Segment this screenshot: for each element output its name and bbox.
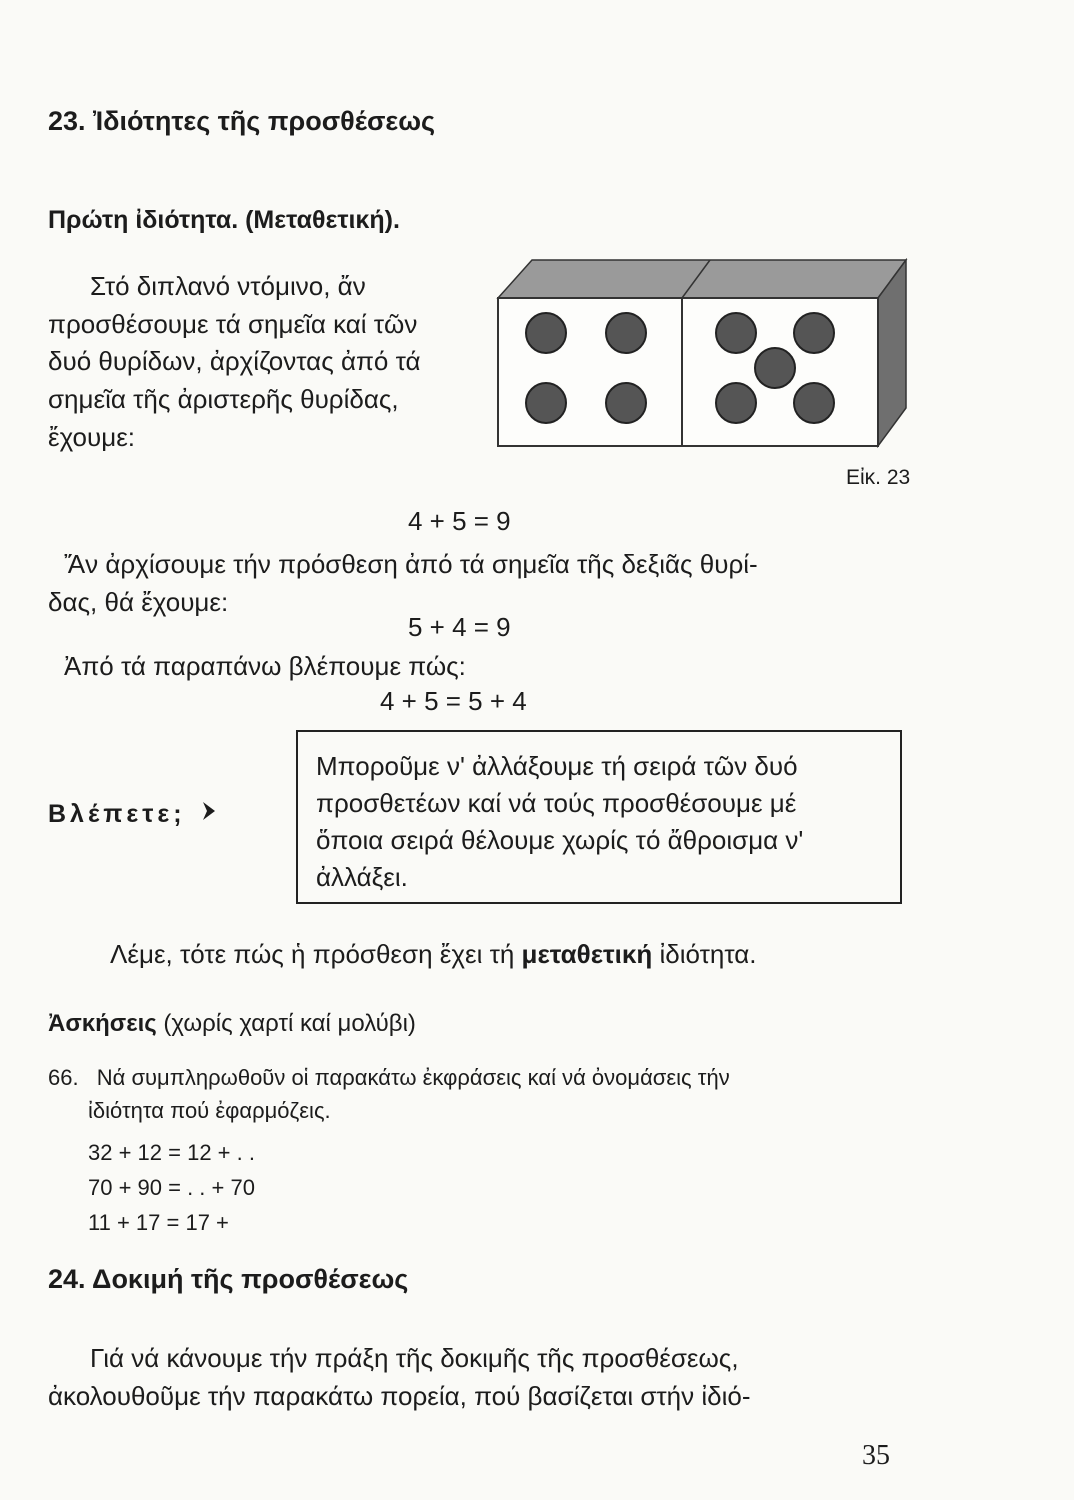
domino-pip	[526, 313, 566, 353]
rule-line: ἀλλάξει.	[316, 861, 408, 892]
paragraph-line: ἀκολουθοῦμε τήν παρακάτω πορεία, πού βασίζεται στήν ἰδιό-	[48, 1380, 751, 1411]
paragraph-line: Γιά νά κάνουμε τήν πράξη τῆς δοκιμῆς τῆς προσθέσεως,	[90, 1343, 739, 1373]
equation-2: 5 + 4 = 9	[408, 612, 511, 642]
domino-pip	[755, 348, 795, 388]
exercises-title-rest: (χωρίς χαρτί καί μολύβι)	[163, 1010, 416, 1037]
exercise-item: 11 + 17 = 17 +	[88, 1210, 229, 1235]
intro-line: σημεῖα τῆς ἀριστερῆς θυρίδας,	[48, 384, 399, 415]
from-above-text: Ἀπό τά παραπάνω βλέπουμε πώς:	[64, 651, 466, 681]
conclusion-suffix: ἰδιότητα.	[659, 939, 757, 969]
intro-line: δυό θυρίδων, ἀρχίζοντας ἀπό τά	[48, 346, 421, 377]
pointer-arrow-icon	[201, 800, 217, 829]
domino-pip	[716, 313, 756, 353]
right-start-paragraph	[48, 546, 758, 621]
see-label-text: Βλέπετε;	[48, 800, 186, 828]
exercise-instruction-cont: ἰδιότητα πού ἐφαρμόζεις.	[88, 1098, 331, 1123]
domino-pip	[794, 383, 834, 423]
domino-pip	[606, 313, 646, 353]
paragraph-line: δας, θά ἔχουμε:	[48, 586, 229, 617]
section24-paragraph	[48, 1340, 751, 1415]
domino-pip	[526, 383, 566, 423]
exercise-item: 32 + 12 = 12 + . .	[88, 1140, 255, 1165]
section-title-24: 24. Δοκιμή τῆς προσθέσεως	[48, 1264, 409, 1294]
exercise-instruction: Νά συμπληρωθοῦν οἱ παρακάτω ἐκφράσεις καί νά ὀνομάσεις τήν	[96, 1065, 730, 1090]
domino-pip	[716, 383, 756, 423]
conclusion-prefix: Λέμε, τότε πώς ἡ πρόσθεση ἔχει τή	[110, 939, 515, 969]
intro-line: Στό διπλανό ντόμινο, ἄν	[90, 271, 366, 301]
exercises-title-bold: Ἀσκήσεις	[48, 1010, 157, 1037]
domino-pip	[606, 383, 646, 423]
conclusion-bold-term: μεταθετική	[521, 939, 653, 969]
section-title-23: 23. Ἰδιότητες τῆς προσθέσεως	[48, 106, 436, 136]
rule-line: Μποροῦμε ν' ἀλλάξουμε τή σειρά τῶν δυό	[316, 751, 798, 781]
exercises-title	[48, 1010, 416, 1038]
equation-3: 4 + 5 = 5 + 4	[380, 686, 527, 716]
domino-top-face	[498, 260, 906, 298]
intro-line: προσθέσουμε τά σημεῖα καί τῶν	[48, 308, 418, 339]
domino-pip	[794, 313, 834, 353]
rule-box	[296, 730, 902, 904]
exercise-number: 66.	[48, 1065, 79, 1090]
exercise-item: 70 + 90 = . . + 70	[88, 1175, 255, 1200]
intro-line: ἔχουμε:	[48, 421, 136, 452]
intro-paragraph	[48, 268, 421, 456]
figure-caption: Εἰκ. 23	[846, 466, 911, 489]
rule-line: προσθετέων καί νά τούς προσθέσουμε μέ	[316, 787, 797, 818]
equation-1: 4 + 5 = 9	[408, 506, 511, 536]
property-title: Πρώτη ἰδιότητα. (Μεταθετική).	[48, 206, 400, 234]
exercise-66	[48, 1062, 730, 1094]
paragraph-line: Ἄν ἀρχίσουμε τήν πρόσθεση ἀπό τά σημεῖα τῆς δεξιᾶς θυρί-	[64, 549, 758, 579]
domino-figure	[496, 258, 908, 448]
see-label	[48, 800, 217, 829]
page-number: 35	[862, 1440, 890, 1471]
rule-line: ὅποια σειρά θέλουμε χωρίς τό ἄθροισμα ν'	[316, 824, 804, 855]
conclusion	[110, 936, 757, 974]
